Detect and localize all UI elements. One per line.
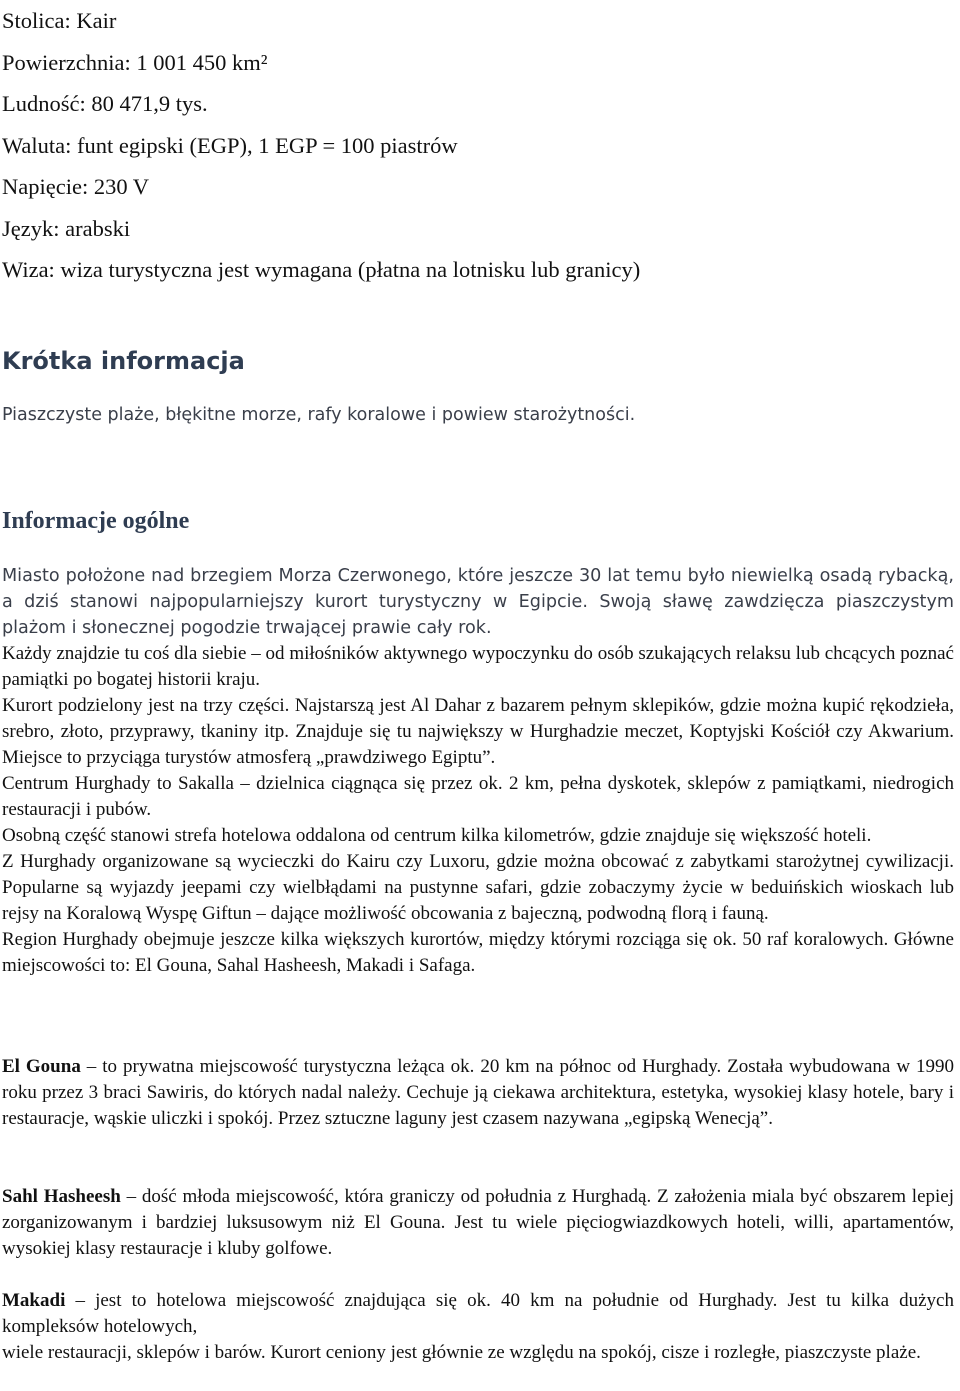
general-everyone: Każdy znajdzie tu coś dla siebie – od miłośników aktywnego wypoczynku do osób szukających relaksu lub chcących poznać pamiątki po bogatej historii kraju. <box>2 643 954 690</box>
fact-language: Język: arabski <box>2 215 131 241</box>
fact-visa: Wiza: wiza turystyczna jest wymagana (płatna na lotnisku lub granicy) <box>2 257 641 282</box>
general-paragraph-4: Centrum Hurghady to Sakalla – dzielnica ciągnąca się przez ok. 2 km, pełna dyskotek, sklepów z pamiątkami, niedrogich restauracji i pubów. <box>2 773 954 820</box>
fact-voltage: Napięcie: 230 V <box>2 174 150 199</box>
place-description: – jest to hotelowa miejscowość znajdująca się ok. 40 km na południe od Hurghady. Jest tu kilka dużych kompleksów hotelowych, <box>2 1290 954 1337</box>
general-info-heading: Informacje ogólne <box>2 508 190 534</box>
place-name: Makadi <box>2 1290 66 1311</box>
general-paragraph-6: Z Hurghady organizowane są wycieczki do Kairu czy Luxoru, gdzie można obcować z zabytkami starożytnej cywilizacji. Popularne są wyjazdy jeepami czy wielbłądami na pustynne safari, gdzie zobaczymy życie w beduińskich wioskach lub rejsy na Koralową Wyspę Giftun – dające możliwość obcowania z bajeczną, podwodną florą i fauną. <box>2 851 954 924</box>
fact-currency: Waluta: funt egipski (EGP), 1 EGP = 100 piastrów <box>2 132 458 158</box>
fact-population: Ludność: 80 471,9 tys. <box>2 91 208 116</box>
general-parts: Kurort podzielony jest na trzy części. <box>2 695 290 716</box>
place-el-gouna <box>2 1054 954 1132</box>
general-intro: Miasto położone nad brzegiem Morza Czerwonego, które jeszcze 30 lat temu było niewielką osadą rybacką, a dziś stanowi najpopularniejszy kurort turystyczny w Egipcie. <box>2 566 954 612</box>
place-name: El Gouna <box>2 1056 81 1077</box>
place-description: – to prywatna miejscowość turystyczna leżąca ok. 20 km na północ od Hurghady. Została wybudowana w 1990 roku przez 3 braci Sawiris, do których nadal należy. Cechuje ją ciekawa architektura, estetyka, wysokiej klasy hotele, bary i restauracje, wąskie uliczki i spokój. Przez sztuczne laguny jest czasem nazywana „egipską Wenecją”. <box>2 1056 954 1129</box>
place-sahl-hasheesh <box>2 1184 954 1262</box>
short-info-text: Piaszczyste plaże, błękitne morze, rafy koralowe i powiew starożytności. <box>2 405 636 425</box>
place-name: Sahl Hasheesh <box>2 1186 121 1207</box>
general-info-body <box>2 563 954 979</box>
place-description: – dość młoda miejscowość, która graniczy od południa z Hurghadą. Z założenia miala być obszarem lepiej zorganizowanym i bardziej luksusowym niż El Gouna. Jest tu wiele pięciogwiazdkowych hoteli, willi, apartamentów, wysokiej klasy restauracje i kluby golfowe. <box>2 1186 955 1259</box>
general-paragraph-3 <box>2 693 954 771</box>
general-fame: Swoją sławę zawdzięcza piaszczystym plażom i słonecznej pogodzie trwającej prawie cały rok. <box>2 592 954 638</box>
general-al-dahar: Najstarszą jest Al Dahar z bazarem pełnym sklepików, gdzie można kupić rękodzieła, srebro, złoto, przyprawy, tkaniny itp. Znajduje się tu największy w Hurghadzie meczet, Koptyjski Kościół czy Akwarium. Miejsce to przyciąga turystów atmosferą „prawdziwego Egiptu”. <box>2 695 954 768</box>
facts-list <box>2 0 640 291</box>
general-paragraph-2 <box>2 641 954 693</box>
fact-area: Powierzchnia: 1 001 450 km² <box>2 49 268 75</box>
general-paragraph-7: Region Hurghady obejmuje jeszcze kilka większych kurortów, między którymi rozciąga się ok. 50 raf koralowych. Główne miejscowości to: El Gouna, Sahal Hasheesh, Makadi i Safaga. <box>2 929 954 976</box>
general-paragraph-1 <box>2 563 954 641</box>
place-description-2: wiele restauracji, sklepów i barów. Kurort ceniony jest głównie ze względu na spokój, cisze i rozległe, piaszczyste plaże. <box>2 1342 921 1363</box>
fact-capital: Stolica: Kair <box>2 8 117 33</box>
place-makadi <box>2 1288 954 1366</box>
short-info-heading: Krótka informacja <box>2 347 245 375</box>
general-paragraph-5: Osobną część stanowi strefa hotelowa oddalona od centrum kilka kilometrów, gdzie znajduje się większość hoteli. <box>2 825 872 846</box>
